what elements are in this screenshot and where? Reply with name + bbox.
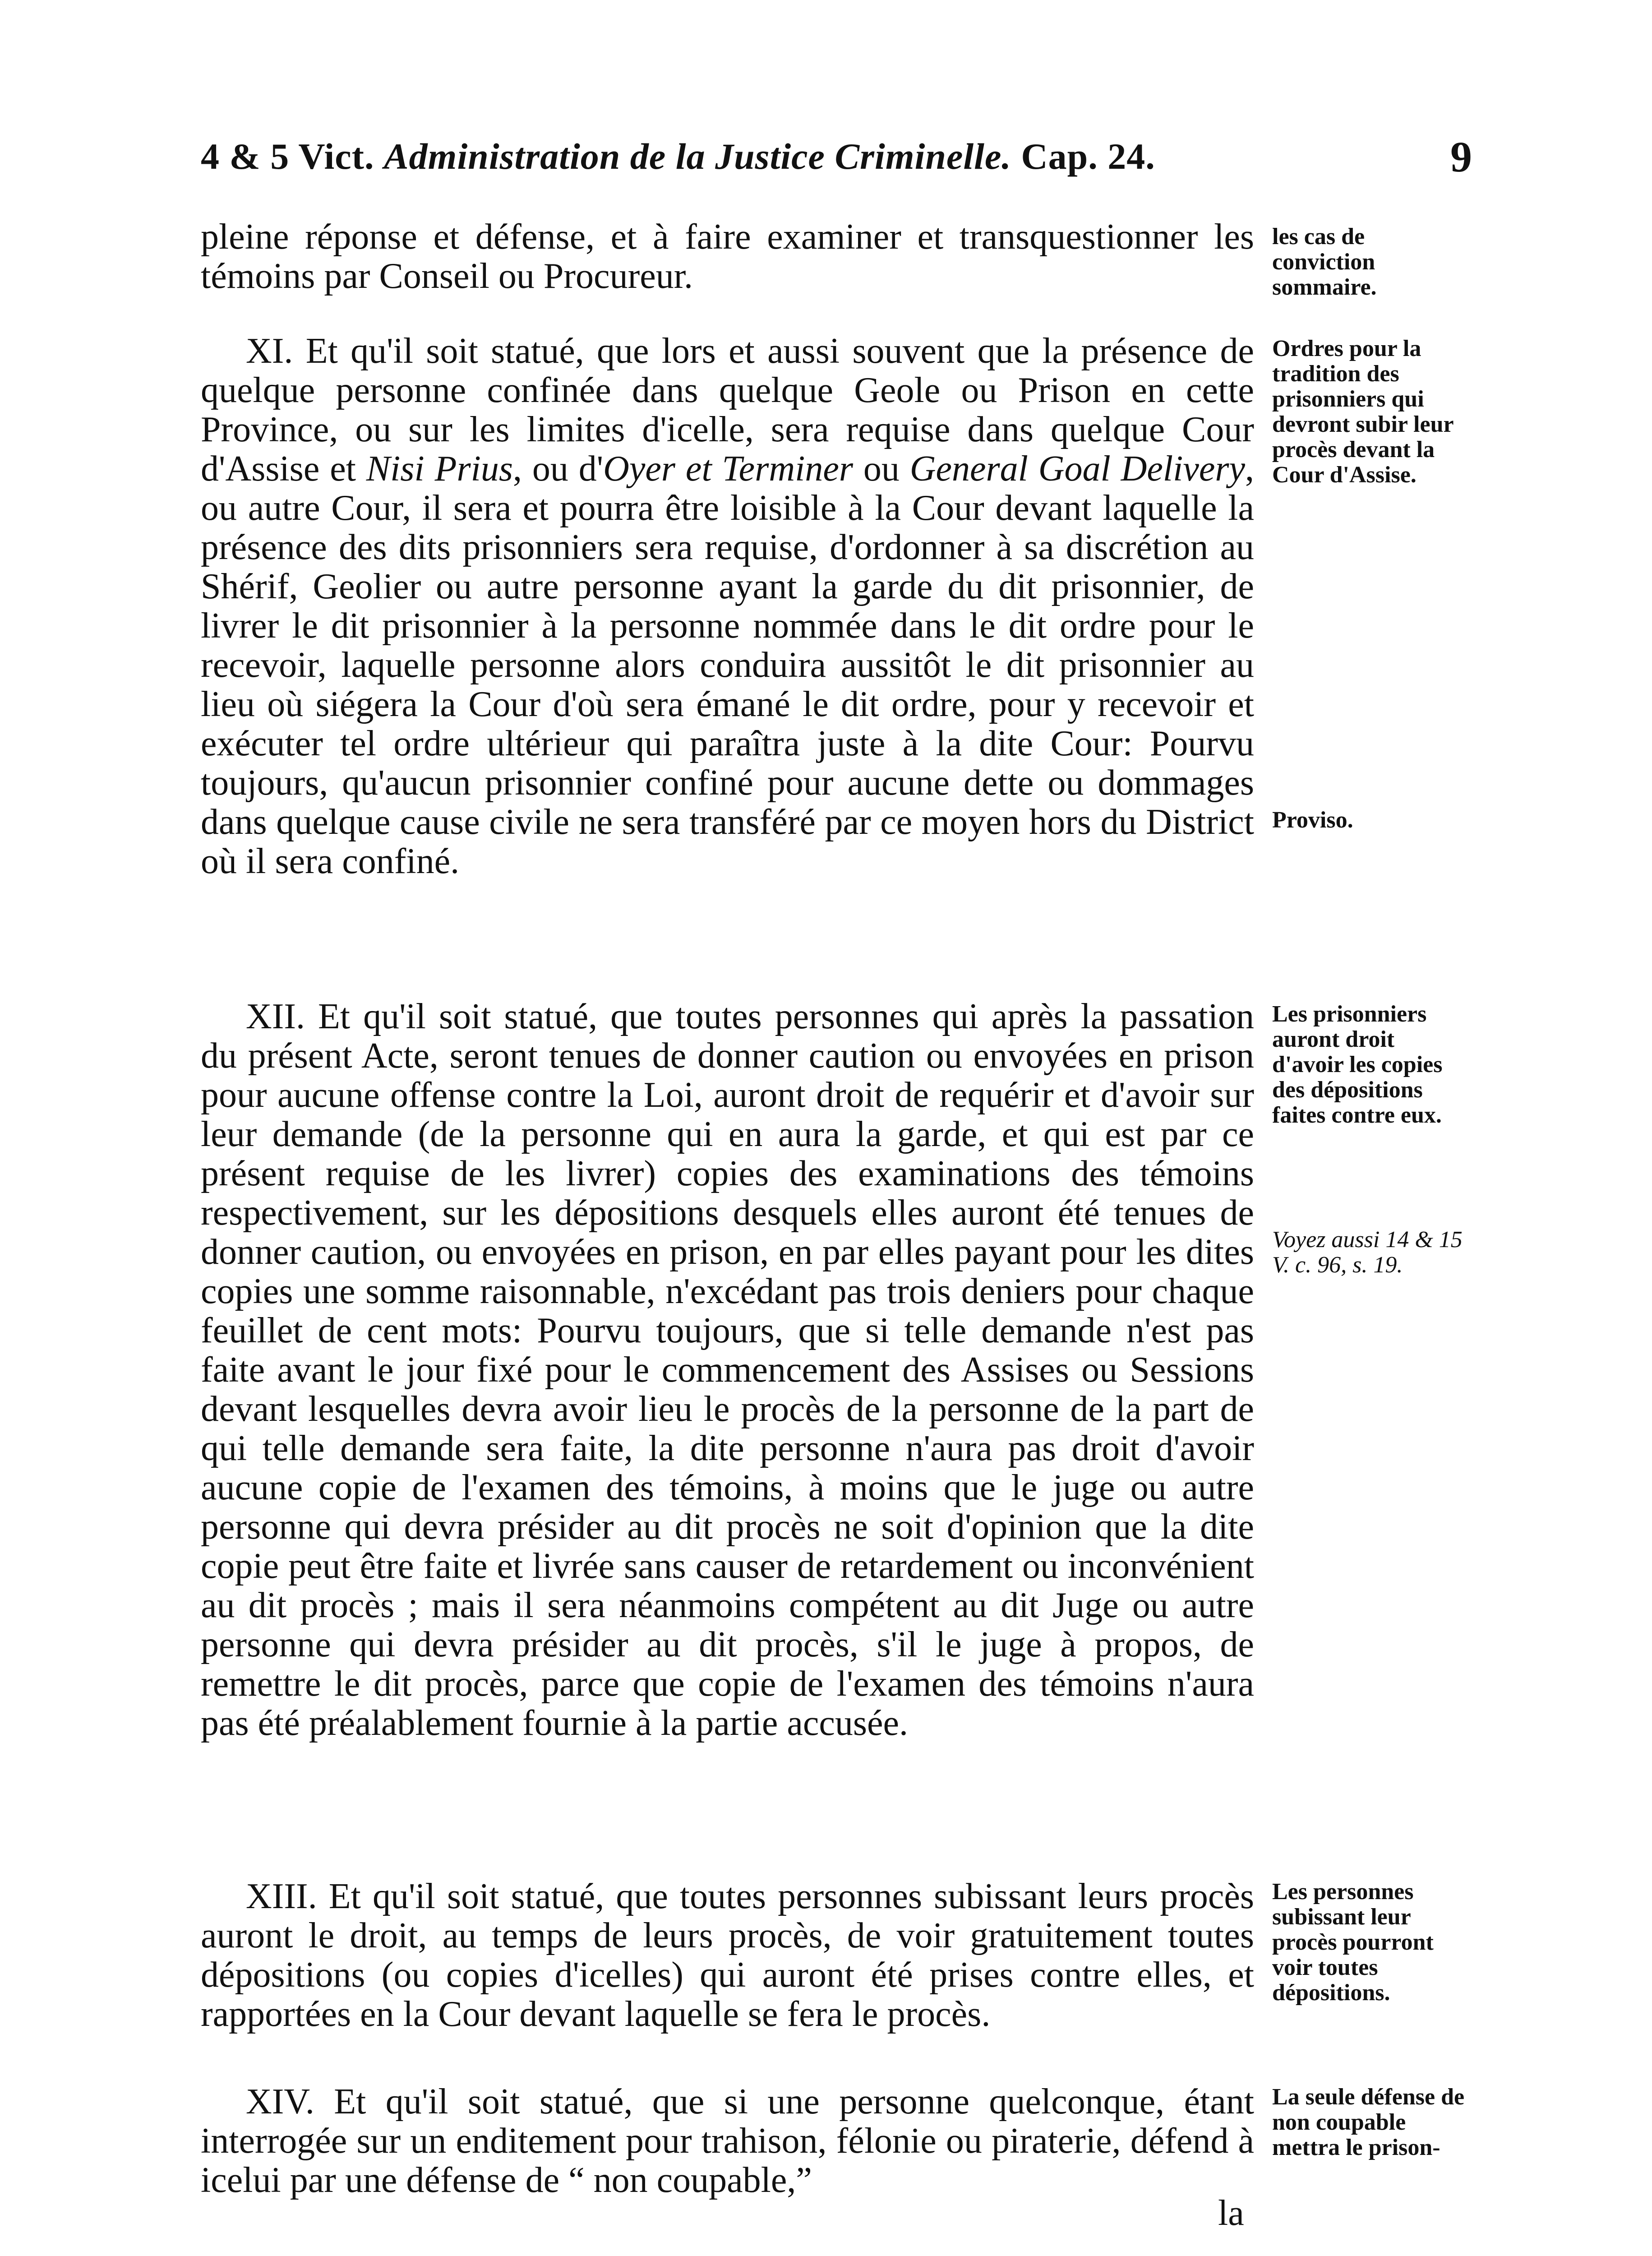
- page-number: 9: [1450, 133, 1472, 181]
- margin-note-personnes: Les personnes subissant leur procès pourront voir toutes dépositions.: [1272, 1879, 1434, 2006]
- section-xi: [201, 332, 1254, 881]
- section-xi-text: XI. Et qu'il soit statué, que lors et aussi souvent que la présence de quelque personne confinée dans quelque Geole ou Prison en cette Province, ou sur les limites d'icelle, sera requise dans quelque Cour d'Assise et Nisi Prius, ou d'Oyer et Terminer ou General Goal Delivery, ou autre Cour, il sera et pourra être loisible à la Cour devant laquelle la présence des dits prisonniers sera requise, d'ordonner à sa discrétion au Shérif, Geolier ou autre personne ayant la garde du dit prisonnier, de livrer le dit prisonnier à la personne nommée dans le dit ordre pour le recevoir, laquelle personne alors conduira aussitôt le dit prisonnier au lieu où siégera la Cour d'où sera émané le dit ordre, pour y recevoir et exécuter tel ordre ultérieur qui paraîtra juste à la dite Cour: Pourvu toujours, qu'aucun prisonnier confiné pour aucune dette ou dommages dans quelque cause civile ne sera transféré par ce moyen hors du District où il sera confiné.: [201, 331, 1254, 881]
- section-xiii-text: XIII. Et qu'il soit statué, que toutes personnes subissant leurs procès auront le droit, au temps de leurs procès, de voir gratuitement toutes dépositions (ou copies d'icelles) qui auront été prises contre elles, et rapportées en la Cour devant laquelle se fera le procès.: [201, 1877, 1254, 2034]
- running-title: [201, 135, 1155, 178]
- margin-note-ordres: Ordres pour la tradition des prisonniers qui devront subir leur procès devant la Cour d'Assise.: [1272, 336, 1454, 488]
- regnal-year: 4 & 5 Vict.: [201, 136, 384, 177]
- section-xii-text: XII. Et qu'il soit statué, que toutes personnes qui après la passation du présent Acte, seront tenues de donner caution ou envoyées en prison pour aucune offense contre la Loi, auront droit de requérir et d'avoir sur leur demande (de la personne qui en aura la garde, et qui est par ce présent requise de les livrer) copies des examinations des témoins respectivement, sur les dépositions desquels elles auront été tenues de donner caution, ou envoyées en prison, en par elles payant pour les dites copies une somme raisonnable, n'excédant pas trois deniers pour chaque feuillet de cent mots: Pourvu toujours, que si telle demande n'est pas faite avant le jour fixé pour le commencement des Assises ou Sessions devant lesquelles devra avoir lieu le procès de la personne de la part de qui telle demande sera faite, la dite personne n'aura pas droit d'avoir aucune copie de l'examen des témoins, à moins que le juge ou autre personne qui devra présider au dit procès ne soit d'opinion que la dite copie peut être faite et livrée sans causer de retardement ou inconvénient au dit procès ; mais il sera néanmoins compétent au dit Juge ou autre personne qui devra présider au dit procès, s'il le juge à propos, de remettre le dit procès, parce que copie de l'examen des témoins n'aura pas été préalablement fournie à la partie accusée.: [201, 997, 1254, 1743]
- margin-note-proviso: Proviso.: [1272, 807, 1353, 833]
- paragraph-continuation: [201, 217, 1254, 296]
- section-xiii: [201, 1877, 1254, 2034]
- catchword: la: [1218, 2193, 1244, 2233]
- section-xiv-text: XIV. Et qu'il soit statué, que si une personne quelconque, étant interrogée sur un enditement pour trahison, félonie ou piraterie, défend à icelui par une défense de “ non coupable,”: [201, 2082, 1254, 2200]
- paragraph-text: pleine réponse et défense, et à faire examiner et transquestionner les témoins par Conseil ou Procureur.: [201, 217, 1254, 296]
- section-xii: [201, 997, 1254, 1743]
- chapter-number: Cap. 24.: [1011, 136, 1155, 177]
- margin-note-prisonniers: Les prisonniers auront droit d'avoir les copies des dépositions faites contre eux.: [1272, 1001, 1443, 1128]
- section-xiv: [201, 2082, 1254, 2200]
- margin-note-defense: La seule défense de non coupable mettra le prison-: [1272, 2084, 1465, 2160]
- running-header: [201, 135, 1472, 194]
- margin-note-voyez: Voyez aussi 14 & 15 V. c. 96, s. 19.: [1272, 1227, 1463, 1278]
- margin-note-conviction: les cas de conviction sommaire.: [1272, 224, 1377, 300]
- act-title: Administration de la Justice Criminelle.: [383, 136, 1011, 177]
